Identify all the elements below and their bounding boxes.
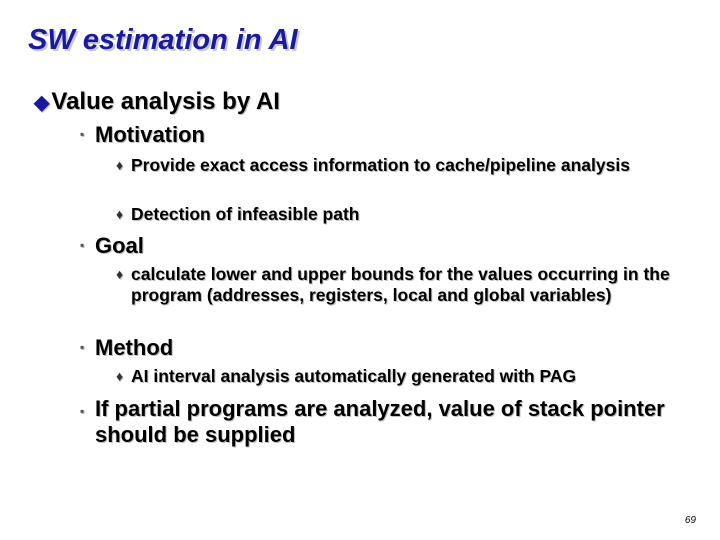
main-point [34, 88, 280, 116]
sub-item [116, 366, 676, 387]
sub-item [116, 264, 676, 306]
sub-item [116, 155, 676, 176]
square-bullet-icon: ▪ [80, 340, 85, 354]
sub-item-text: Provide exact access information to cache/pipeline analysis [131, 155, 630, 175]
page-number: 69 [684, 515, 696, 526]
sub-item [116, 204, 676, 225]
final-point [80, 396, 700, 448]
small-diamond-bullet-icon: ♦ [116, 157, 124, 173]
small-diamond-bullet-icon: ♦ [116, 266, 124, 282]
small-diamond-bullet-icon: ♦ [116, 368, 124, 384]
final-point-text: If partial programs are analyzed, value of stack pointer should be supplied [95, 396, 665, 447]
square-bullet-icon: ▪ [80, 127, 85, 141]
section-heading-text: Goal [95, 233, 144, 258]
sub-item-text: AI interval analysis automatically generated with PAG [131, 366, 577, 386]
square-bullet-icon: ▪ [80, 238, 85, 252]
main-point-text: Value analysis by AI [51, 88, 280, 115]
section-heading-text: Method [95, 335, 174, 360]
square-bullet-icon: ▪ [80, 404, 85, 418]
diamond-bullet-icon: ◆ [34, 92, 50, 114]
small-diamond-bullet-icon: ♦ [116, 206, 124, 222]
section-heading-goal [80, 233, 144, 259]
sub-item-text: Detection of infeasible path [131, 204, 360, 224]
section-heading-method [80, 335, 173, 361]
sub-item-text: calculate lower and upper bounds for the values occurring in the program (addresses, registers, local and global variables) [131, 264, 670, 305]
section-heading-text: Motivation [95, 122, 205, 147]
slide-title: SW estimation in AI [28, 24, 298, 56]
section-heading-motivation [80, 122, 205, 148]
